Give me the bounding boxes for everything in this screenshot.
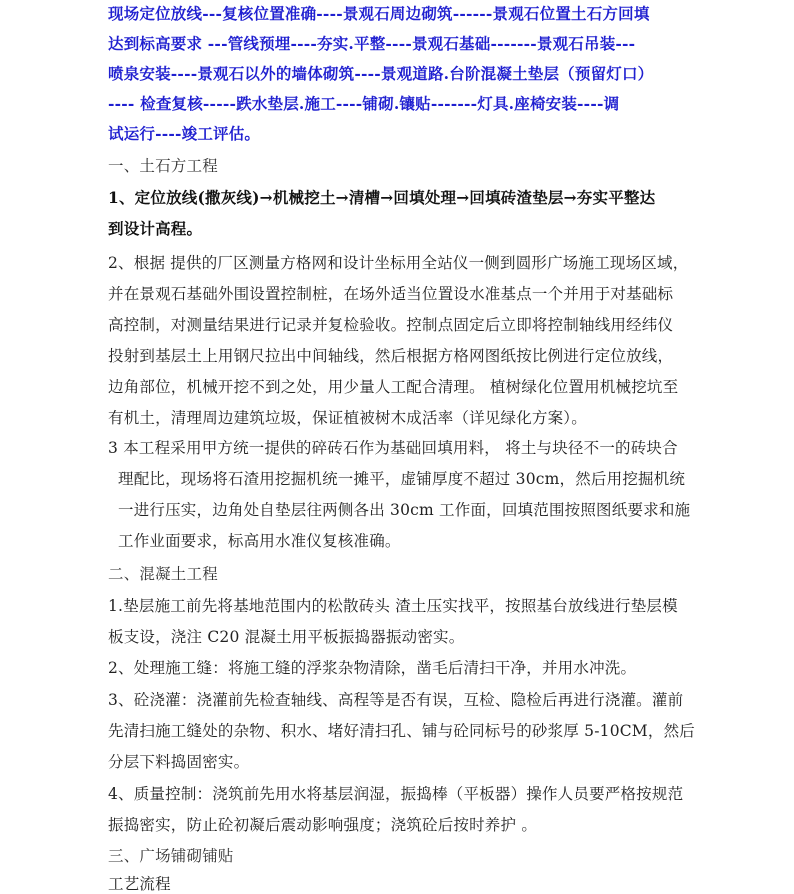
section2-item1-line-1: 1.垫层施工前先将基地范围内的松散砖头 渣土压实找平，按照基台放线进行垫层模 <box>108 597 678 615</box>
section1-item3-line-2: 理配比，现场将石渣用挖掘机统一摊平，虚铺厚度不超过 30cm，然后用挖掘机统 <box>118 470 686 488</box>
section2-item2-line-1: 2、处理施工缝：将施工缝的浮浆杂物清除，凿毛后清扫干净，并用水冲洗。 <box>108 659 637 677</box>
section2-item3-line-2: 先清扫施工缝处的杂物、积水、堵好清扫孔、铺与砼同标号的砂浆厚 5-10CM，然后 <box>108 722 695 740</box>
section2-item4-line-1: 4、质量控制：浇筑前先用水将基层润湿，振捣棒（平板器）操作人员要严格按规范 <box>108 785 684 803</box>
section1-item2-line-3: 高控制，对测量结果进行记录并复检验收。控制点固定后立即将控制轴线用经纬仪 <box>108 316 674 334</box>
section2-item3-line-1: 3、砼浇灌：浇灌前先检查轴线、高程等是否有误，互检、隐检后再进行浇灌。灌前 <box>108 691 684 709</box>
process-flow-line-3: 喷泉安装----景观石以外的墙体砌筑----景观道路.台阶混凝土垫层（预留灯口） <box>108 64 654 83</box>
section1-item3-line-4: 工作业面要求，标高用水准仪复核准确。 <box>118 532 401 550</box>
section2-item1-line-2: 板支设，浇注 C20 混凝土用平板振捣器振动密实。 <box>108 628 465 646</box>
section1-item1-line-1: 1、定位放线(撒灰线)→机械挖土→清槽→回填处理→回填砖渣垫层→夯实平整达 <box>108 188 656 207</box>
section2-item4-line-2: 振捣密实，防止砼初凝后震动影响强度；浇筑砼后按时养护 。 <box>108 816 538 834</box>
section1-item2-line-1: 2、根据 提供的厂区测量方格网和设计坐标用全站仪一侧到圆形广场施工现场区域， <box>108 254 689 272</box>
section1-item2-line-6: 有机土，清理周边建筑垃圾，保证植被树木成活率（详见绿化方案）。 <box>108 409 587 427</box>
section1-item3-line-1: 3 本工程采用甲方统一提供的碎砖石作为基础回填用料， 将土与块径不一的砖块合 <box>108 439 678 457</box>
section1-item2-line-4: 投射到基层土上用钢尺拉出中间轴线，然后根据方格网图纸按比例进行定位放线， <box>108 347 674 365</box>
process-flow-line-4: ---- 检查复核-----跌水垫层.施工----铺砌.镶贴-------灯具.座椅安装----调 <box>108 94 620 113</box>
section1-item3-line-3: 一进行压实，边角处自垫层往两侧各出 30cm 工作面，回填范围按照图纸要求和施 <box>118 501 691 519</box>
section1-item2-line-5: 边角部位，机械开挖不到之处，用少量人工配合清理。 植树绿化位置用机械挖坑至 <box>108 378 679 396</box>
process-flow-line-5: 试运行----竣工评估。 <box>108 124 261 143</box>
section1-item1-line-2: 到设计高程。 <box>108 219 203 238</box>
process-flow-line-1: 现场定位放线---复核位置准确----景观石周边砌筑------景观石位置土石方回填 <box>108 4 650 23</box>
section1-item2-line-2: 并在景观石基础外围设置控制桩，在场外适当位置设水准基点一个并用于对基础标 <box>108 285 674 303</box>
section-heading-paving: 三、广场铺砌铺贴 <box>108 847 234 865</box>
section-heading-earthwork: 一、土石方工程 <box>108 157 218 175</box>
section-heading-concrete: 二、混凝土工程 <box>108 565 218 583</box>
process-flow-line-2: 达到标高要求 ---管线预埋----夯实.平整----景观石基础-------景观石吊装--- <box>108 34 636 53</box>
section3-partial-line: 工艺流程 <box>108 875 171 893</box>
section2-item3-line-3: 分层下料捣固密实。 <box>108 753 250 771</box>
